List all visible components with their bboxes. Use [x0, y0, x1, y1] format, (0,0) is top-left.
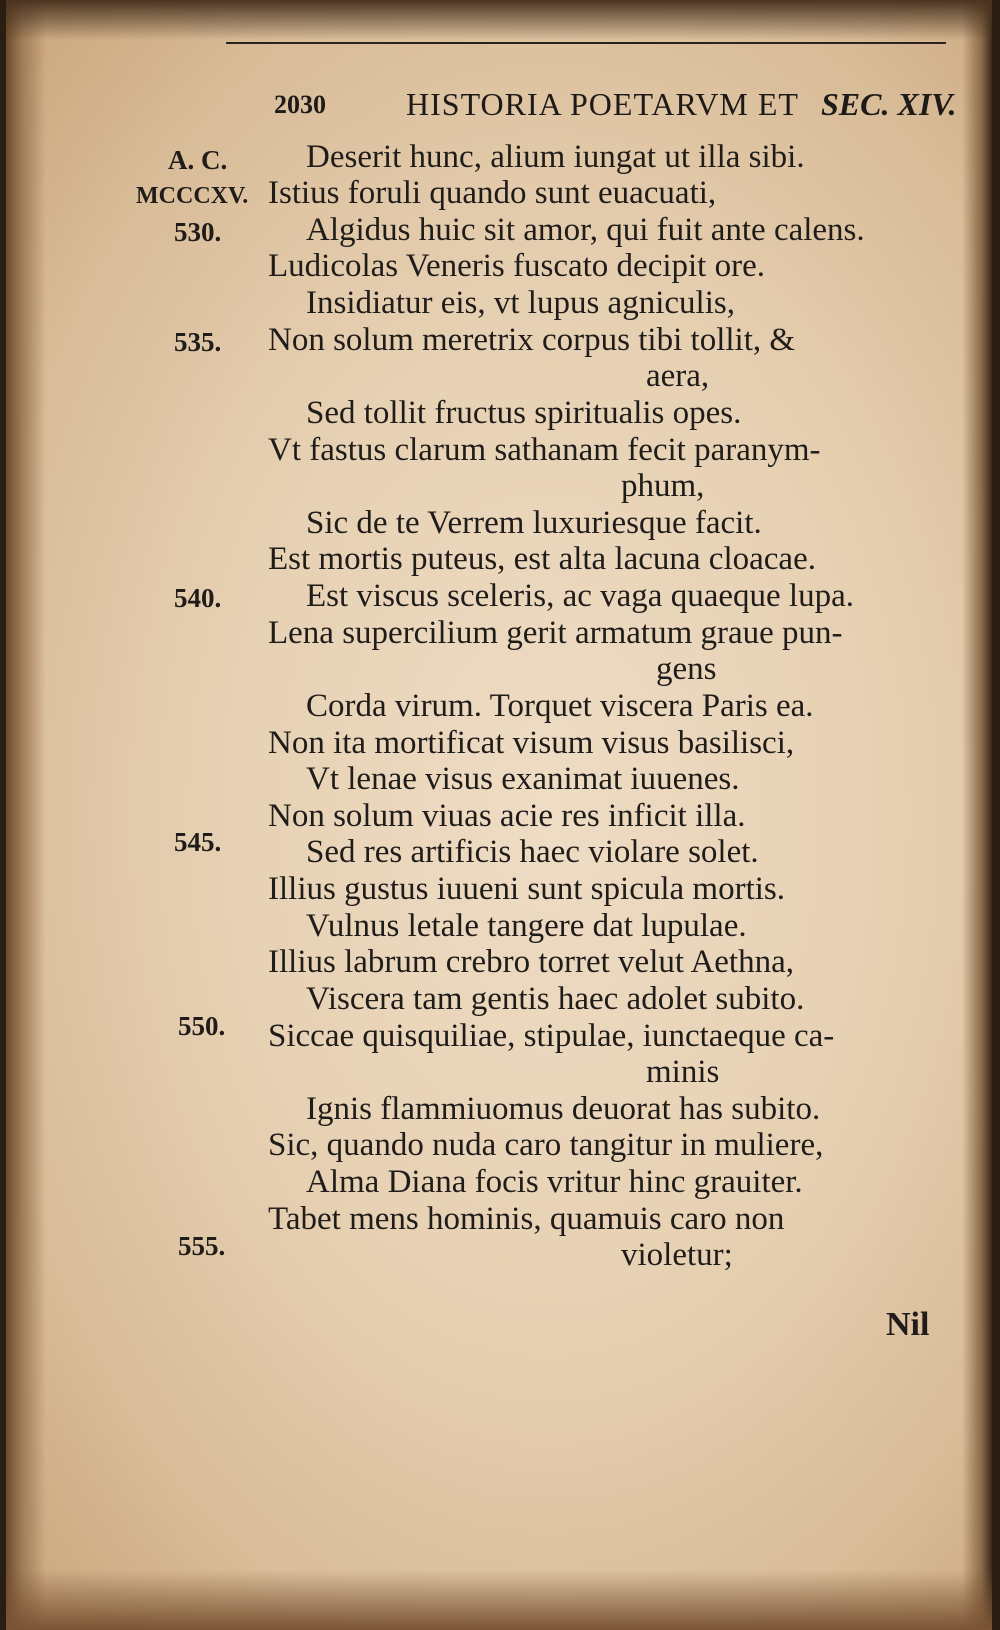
verse-line: Lena supercilium gerit armatum graue pun- [268, 615, 843, 651]
verse-line: Viscera tam gentis haec adolet subito. [306, 981, 805, 1017]
verse-line: Corda virum. Torquet viscera Paris ea. [306, 688, 814, 724]
book-page [6, 0, 992, 1630]
verse-line: Non ita mortificat visum visus basilisci, [268, 725, 795, 761]
running-title: HISTORIA POETARVM ET [406, 86, 799, 122]
page-shadow-right [962, 0, 992, 1630]
verse-line: Ignis flammiuomus deuorat has subito. [306, 1091, 821, 1127]
verse-line: Alma Diana focis vritur hinc grauiter. [306, 1164, 803, 1200]
page-shadow-left [6, 0, 46, 1630]
verse-line: Non solum viuas acie res inficit illa. [268, 798, 746, 834]
margin-note: MCCCXV. [136, 183, 249, 209]
verse-line: Sed res artificis haec violare solet. [306, 834, 759, 870]
margin-note: A. C. [168, 145, 228, 175]
verse-line: Ludicolas Veneris fuscato decipit ore. [268, 248, 765, 284]
verse-line: Illius labrum crebro torret velut Aethna, [268, 944, 795, 980]
page-shadow-top [6, 0, 992, 40]
verse-line: Istius foruli quando sunt euacuati, [268, 175, 717, 211]
section-marker: SEC. XIV. [821, 86, 957, 122]
verse-line: Siccae quisquiliae, stipulae, iunctaeque ca- [268, 1018, 835, 1054]
verse-line: Vt lenae visus exanimat iuuenes. [306, 761, 740, 797]
verse-line: Tabet mens hominis, quamuis caro non [268, 1201, 785, 1237]
verse-line: Insidiatur eis, vt lupus agniculis, [306, 285, 735, 321]
page-number: 2030 [274, 90, 326, 119]
margin-note: 550. [178, 1011, 226, 1041]
page-shadow-bottom [6, 1570, 992, 1630]
verse-line: Sic de te Verrem luxuriesque facit. [306, 505, 762, 541]
verse-line: Vt fastus clarum sathanam fecit paranym- [268, 432, 821, 468]
verse-line: Sic, quando nuda caro tangitur in muliere, [268, 1127, 824, 1163]
margin-note: 540. [174, 583, 222, 613]
header-rule [226, 42, 946, 44]
margin-note: 535. [174, 327, 222, 357]
page-header [266, 86, 966, 130]
verse-line: Illius gustus iuueni sunt spicula mortis. [268, 871, 785, 907]
verse-line-turnover: minis [646, 1054, 720, 1090]
margin-note: 530. [174, 217, 222, 247]
verse-line-turnover: aera, [646, 358, 710, 394]
verse-line: Algidus huic sit amor, qui fuit ante calens. [306, 212, 865, 248]
verse-line-turnover: violetur; [621, 1237, 733, 1273]
verse-line: Non solum meretrix corpus tibi tollit, & [268, 322, 796, 358]
margin-note: 555. [178, 1231, 226, 1261]
catchword: Nil [886, 1306, 930, 1343]
verse-line: Est mortis puteus, est alta lacuna cloacae. [268, 541, 816, 577]
verse-line: Est viscus sceleris, ac vaga quaeque lupa. [306, 578, 854, 614]
margin-note: 545. [174, 827, 222, 857]
verse-line-turnover: gens [656, 651, 717, 687]
verse-line-turnover: phum, [621, 468, 705, 504]
verse-line: Vulnus letale tangere dat lupulae. [306, 908, 747, 944]
verse-line: Deserit hunc, alium iungat ut illa sibi. [306, 139, 805, 175]
verse-line: Sed tollit fructus spiritualis opes. [306, 395, 742, 431]
